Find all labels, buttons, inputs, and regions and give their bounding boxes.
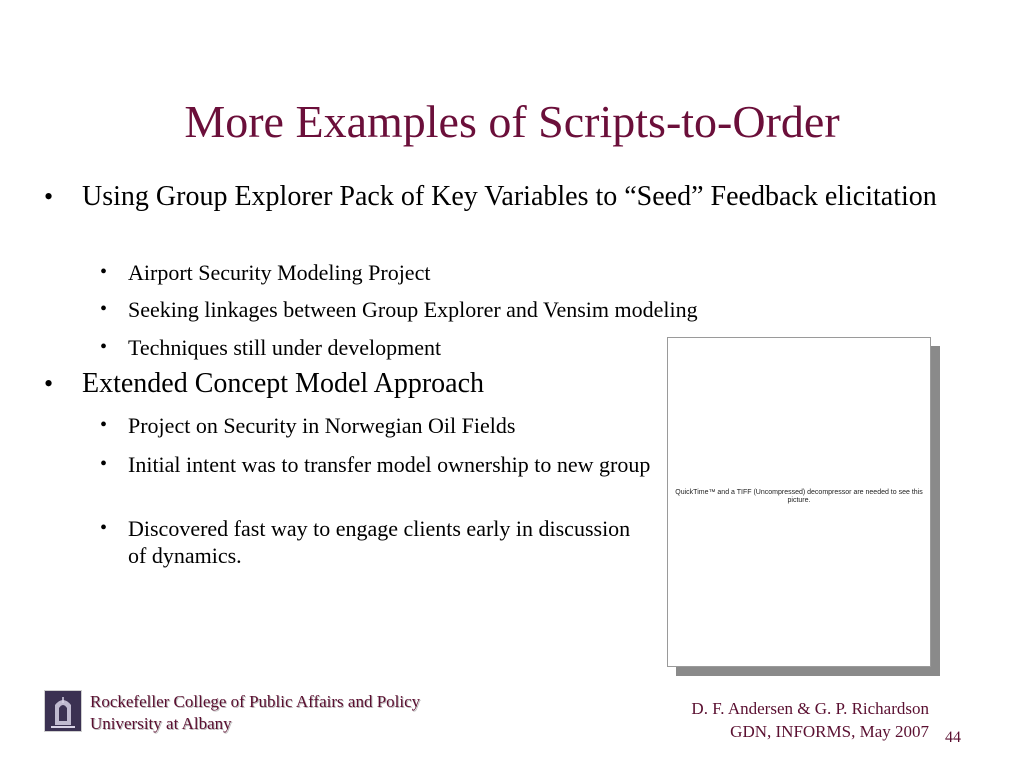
footer-author-line1: D. F. Andersen & G. P. Richardson <box>691 699 929 718</box>
sub-bullet-marker: • <box>100 453 108 475</box>
footer-institution-line1: Rockefeller College of Public Affairs and Policy <box>90 692 421 711</box>
sub-bullet-text: Project on Security in Norwegian Oil Fields <box>128 413 516 438</box>
sub-bullet-text: Seeking linkages between Group Explorer and Vensim modeling <box>128 297 698 322</box>
missing-image-placeholder <box>667 337 931 667</box>
sub-bullet-text: Initial intent was to transfer model ownership to new group <box>128 452 651 477</box>
footer-author-line2: GDN, INFORMS, May 2007 <box>730 722 929 741</box>
sub-bullet-text: Techniques still under development <box>128 335 442 360</box>
sub-bullet-text: Discovered fast way to engage clients early in discussion of dynamics. <box>128 516 631 568</box>
sub-bullet-marker: • <box>100 261 108 283</box>
slide-title: More Examples of Scripts-to-Order <box>184 96 840 147</box>
sub-bullet-marker: • <box>100 336 108 358</box>
university-seal-icon <box>44 690 82 732</box>
bullet-marker: • <box>44 369 54 398</box>
footer-institution-line2: University at Albany <box>90 714 232 733</box>
bullet-text: Using Group Explorer Pack of Key Variables to “Seed” Feedback elicitation <box>82 181 937 212</box>
sub-bullet-marker: • <box>100 517 108 539</box>
footer-institution <box>90 691 420 735</box>
footer-authors <box>691 697 929 743</box>
sub-bullet-text: Airport Security Modeling Project <box>128 260 431 285</box>
sub-bullet-marker: • <box>100 414 108 436</box>
bullet-text: Extended Concept Model Approach <box>82 368 485 399</box>
quicktime-message: QuickTime™ and a TIFF (Uncompressed) decompressor are needed to see this picture. <box>675 489 923 504</box>
page-number: 44 <box>945 729 961 746</box>
sub-bullet-marker: • <box>100 298 108 320</box>
bullet-marker: • <box>44 182 54 211</box>
